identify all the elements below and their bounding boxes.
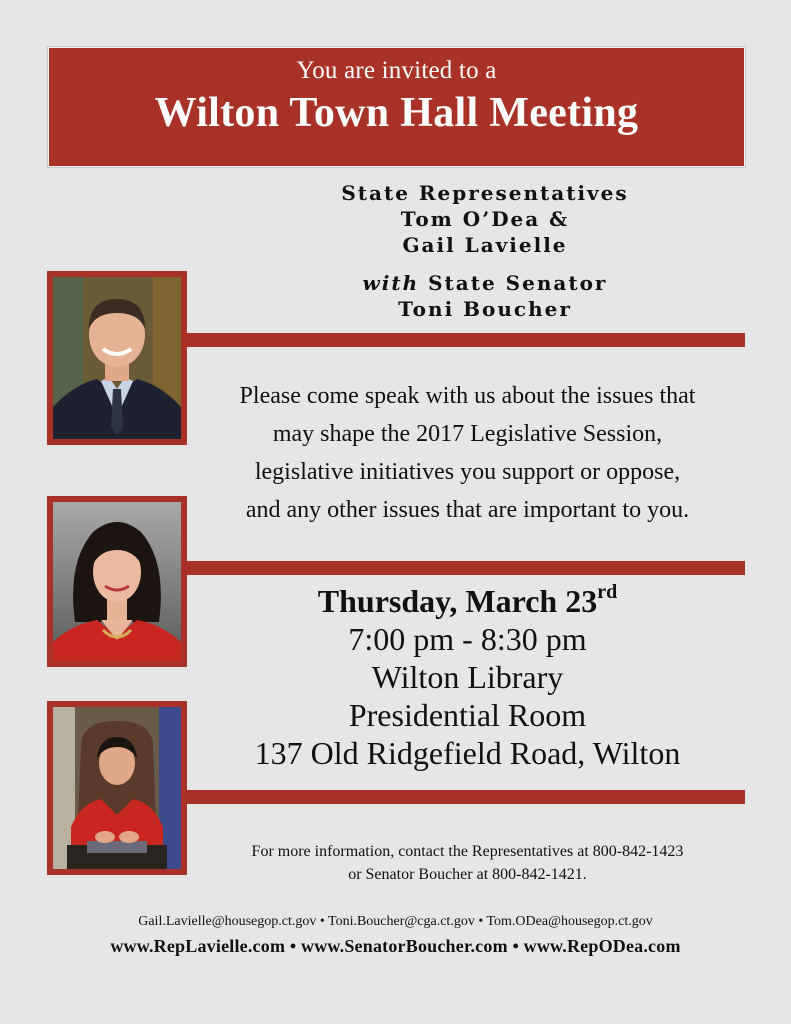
- hosts-line-5: Toni Boucher: [398, 297, 572, 321]
- event-date-text: Thursday, March 23: [317, 583, 598, 619]
- invitation-banner: [47, 46, 746, 168]
- footer-websites: www.RepLavielle.com • www.SenatorBoucher.com • www.RepODea.com: [110, 936, 681, 956]
- message-paragraph: [190, 377, 745, 529]
- message-line-4: and any other issues that are important to you.: [245, 497, 690, 523]
- contact-line-1: For more information, contact the Representatives at 800-842-1423: [251, 843, 684, 860]
- hosts-block: [200, 180, 770, 322]
- hosts-line-2: Tom O’Dea &: [400, 207, 570, 231]
- message-line-1: Please come speak with us about the issues that: [239, 383, 696, 409]
- hosts-line-1: State Representatives: [341, 181, 629, 205]
- event-time: 7:00 pm - 8:30 pm: [348, 621, 587, 657]
- contact-info: [190, 840, 745, 886]
- hosts-line-4: [200, 270, 770, 296]
- event-address: 137 Old Ridgefield Road, Wilton: [254, 735, 681, 771]
- message-line-3: legislative initiatives you support or oppose,: [254, 459, 681, 485]
- divider-bar-2: [185, 561, 745, 575]
- portrait-woman-icon: [53, 502, 181, 661]
- event-date-suffix: rd: [597, 581, 618, 603]
- portrait-senator-icon: [53, 707, 181, 869]
- message-line-2: may shape the 2017 Legislative Session,: [272, 421, 663, 447]
- banner-subtitle: You are invited to a: [296, 57, 497, 84]
- divider-bar-3: [185, 790, 745, 804]
- contact-line-2: or Senator Boucher at 800-842-1421.: [348, 866, 587, 883]
- event-details: [190, 582, 745, 772]
- photo-tom-odea: [47, 271, 187, 445]
- photo-toni-boucher: [47, 701, 187, 875]
- divider-bar-1: [185, 333, 745, 347]
- with-word: with: [362, 271, 420, 295]
- banner-title: Wilton Town Hall Meeting: [154, 90, 639, 136]
- photo-gail-lavielle: [47, 496, 187, 667]
- event-room: Presidential Room: [348, 697, 587, 733]
- event-venue: Wilton Library: [371, 659, 564, 695]
- hosts-line-4-rest: State Senator: [419, 271, 608, 295]
- footer-emails: Gail.Lavielle@housegop.ct.gov • Toni.Boucher@cga.ct.gov • Tom.ODea@housegop.ct.gov: [138, 914, 653, 929]
- hosts-line-3: Gail Lavielle: [402, 233, 568, 257]
- portrait-man-icon: [53, 277, 181, 439]
- event-date: [190, 582, 745, 620]
